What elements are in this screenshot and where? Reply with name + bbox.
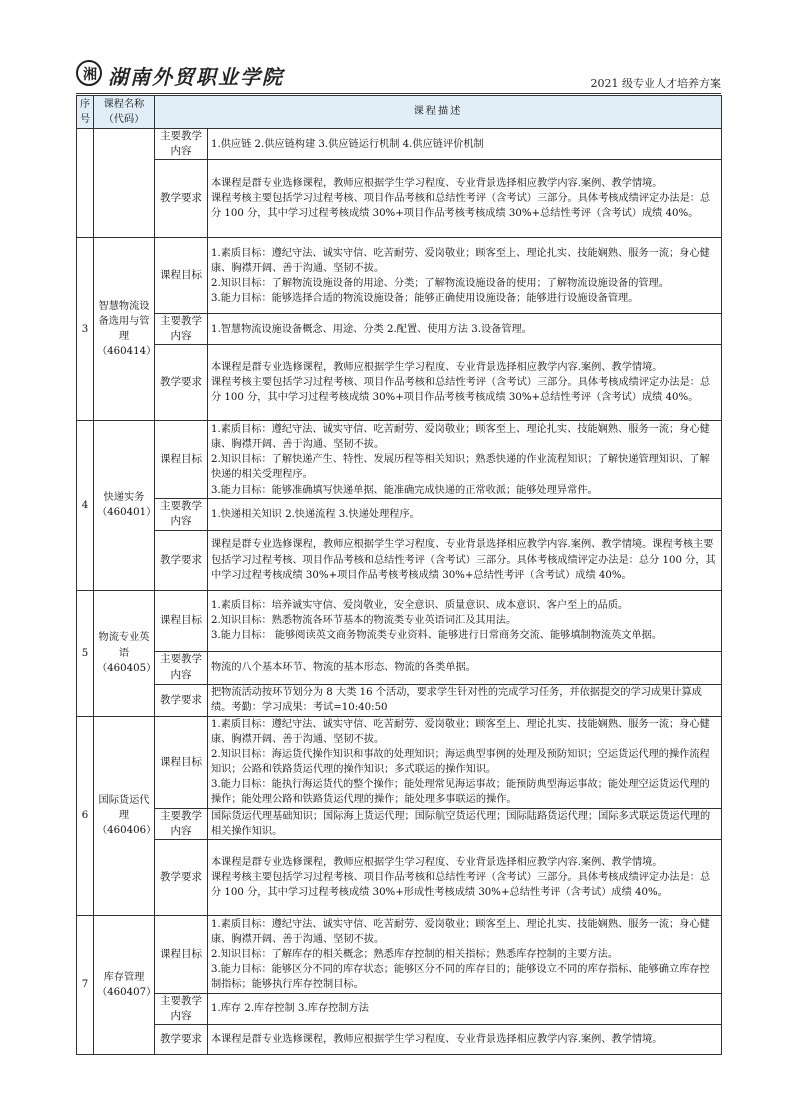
goal-line: 2.知识目标：了解物流设施设备的用途、分类；了解物流设施设备的使用；了解物流设施设备的管理。 bbox=[211, 277, 669, 289]
table-row bbox=[77, 839, 722, 915]
req-line: 把物流活动按环节划分为 8 大类 16 个活动，要求学生针对性的完成学习任务，并依据提交的学习成果计算成绩。考勤：学习成果：考试=10:40:50 bbox=[211, 686, 702, 714]
course-code: （460406） bbox=[97, 825, 157, 837]
req-label: 教学要求 bbox=[155, 160, 208, 238]
req-line: 课程考核主要包括学习过程考核、项目作品考核和总结性考评（含考试）三部分。具体考核成绩评定办法是：总分 100 分，其中学习过程考核成绩 30%+形成性考核成绩 30%+总结性考评（含考试）成绩 40%。 bbox=[211, 871, 711, 898]
course-name-cell bbox=[94, 129, 155, 238]
content-label: 主要教学内容 bbox=[155, 499, 208, 530]
content-text: 物流的八个基本环节、物流的基本形态、物流的各类单据。 bbox=[208, 651, 722, 684]
goal-label: 课程目标 bbox=[155, 421, 208, 499]
req-line: 课程考核主要包括学习过程考核、项目作品考核和总结性考评（含考试）三部分。具体考核成绩评定办法是：总分 100 分，其中学习过程考核成绩 30%+项目作品考核考核成绩 30%+总结性考评（含考试）成绩 40%。 bbox=[211, 193, 711, 220]
req-line: 本课程是群专业选修课程，教师应根据学生学习程度、专业背景选择相应教学内容.案例、教学情境。 bbox=[211, 856, 663, 868]
course-no: 7 bbox=[77, 915, 94, 1054]
table-row bbox=[77, 160, 722, 238]
course-no-cell bbox=[77, 129, 94, 238]
content-label: 主要教学内容 bbox=[155, 808, 208, 839]
content-label: 主要教学内容 bbox=[155, 314, 208, 345]
table-row bbox=[77, 129, 722, 160]
course-no: 6 bbox=[77, 716, 94, 915]
content-text: 1.快递相关知识 2.快递流程 3.快递处理程序。 bbox=[208, 499, 722, 530]
req-text bbox=[208, 345, 722, 421]
goal-line: 3.能力目标： 能够阅读英文商务物流类专业资料、能够进行日常商务交流、能够填制物流英文单据。 bbox=[211, 630, 663, 642]
content-label: 主要教学内容 bbox=[155, 129, 208, 160]
goal-line: 1.素质目标：培养诚实守信、爱岗敬业，安全意识、质量意识、成本意识、客户至上的品质。 bbox=[211, 599, 629, 611]
header-desc: 课程描述 bbox=[155, 96, 722, 129]
header-no: 序号 bbox=[77, 96, 94, 129]
goal-line: 2.知识目标：了解快递产生、特性、发展历程等相关知识；熟悉快递的作业流程知识；了解快递管理知识、了解快递的相关受理程序。 bbox=[211, 454, 710, 481]
content-label: 主要教学内容 bbox=[155, 993, 208, 1024]
req-line: 课程是群专业选修课程，教师应根据学生学习程度、专业背景选择相应教学内容.案例、教学情境。课程考核主要包括学习过程考核、项目作品考核和总结性考评（含考试）三部分。具体考核成绩评定办法是：总分 100 分，其中学习过程考核成绩 30%+项目作品考核考核成绩 30%+总结性考评（含考试）成绩 40%。 bbox=[211, 539, 716, 581]
course-name-cell bbox=[94, 238, 155, 421]
table-row bbox=[77, 716, 722, 808]
table-row bbox=[77, 1024, 722, 1054]
page-header bbox=[76, 56, 721, 92]
course-name-cell bbox=[94, 915, 155, 1054]
req-label: 教学要求 bbox=[155, 1024, 208, 1054]
content-text: 1.库存 2.库存控制 3.库存控制方法 bbox=[208, 993, 722, 1024]
req-line: 本课程是群专业选修课程，教师应根据学生学习程度、专业背景选择相应教学内容.案例、教学情境。 bbox=[211, 362, 663, 374]
course-name-cell bbox=[94, 590, 155, 716]
course-code: （460405） bbox=[97, 662, 157, 674]
course-code: （460414） bbox=[97, 346, 157, 358]
goal-text bbox=[208, 915, 722, 993]
course-name: 智慧物流设备选用与管理 bbox=[98, 301, 150, 343]
goal-line: 2.知识目标：海运货代操作知识和事故的处理知识；海运典型事例的处理及预防知识；空运货运代理的操作流程知识；公路和铁路货运代理的操作知识；多式联运的操作知识。 bbox=[211, 748, 710, 776]
req-text bbox=[208, 839, 722, 915]
req-line: 本课程是群专业选修课程，教师应根据学生学习程度、专业背景选择相应教学内容.案例、教学情境。 bbox=[211, 178, 663, 190]
content-label: 主要教学内容 bbox=[155, 651, 208, 684]
school-name: 湖南外贸职业学院 bbox=[108, 65, 284, 89]
goal-label: 课程目标 bbox=[155, 915, 208, 993]
table-row bbox=[77, 915, 722, 993]
goal-line: 1.素质目标：遵纪守法、诚实守信、吃苦耐劳、爱岗敬业；顾客至上、理论扎实、技能娴熟、服务一流；身心健康、胸襟开阔、善于沟通、坚韧不拔。 bbox=[211, 918, 710, 945]
goal-text bbox=[208, 590, 722, 651]
goal-line: 1.素质目标：遵纪守法、诚实守信、吃苦耐劳、爱岗敬业；顾客至上、理论扎实、技能娴熟、服务一流；身心健康、胸襟开阔、善于沟通、坚韧不拔。 bbox=[211, 247, 710, 274]
course-name: 物流专业英语 bbox=[98, 632, 150, 659]
req-text bbox=[208, 530, 722, 590]
content-text: 国际货运代理基础知识；国际海上货运代理；国际航空货运代理；国际陆路货运代理；国际多式联运货运代理的相关操作知识。 bbox=[208, 808, 722, 839]
course-name: 快递实务 bbox=[103, 492, 145, 504]
course-name: 国际货运代理 bbox=[98, 795, 150, 822]
goal-text bbox=[208, 238, 722, 314]
table-row bbox=[77, 651, 722, 684]
req-line: 本课程是群专业选修课程，教师应根据学生学习程度、专业背景选择相应教学内容.案例、教学情境。 bbox=[211, 1033, 663, 1045]
goal-line: 2.知识目标：熟悉物流各环节基本的物流类专业英语词汇及其用法。 bbox=[211, 615, 517, 627]
goal-line: 3.能力目标：能够选择合适的物流设施设备；能够正确使用设施设备；能够进行设施设备管理。 bbox=[211, 292, 639, 304]
course-name-cell bbox=[94, 716, 155, 915]
goal-label: 课程目标 bbox=[155, 716, 208, 808]
header-divider bbox=[76, 93, 721, 94]
course-code: （460407） bbox=[97, 986, 157, 998]
req-label: 教学要求 bbox=[155, 530, 208, 590]
goal-line: 3.能力目标：能执行海运货代的整个操作；能处理常见海运事故；能预防典型海运事故；能处理空运货运代理的操作；能处理公路和铁路货运代理的操作；能处理多事联运的操作。 bbox=[211, 779, 710, 806]
req-label: 教学要求 bbox=[155, 839, 208, 915]
goal-line: 3.能力目标：能够区分不同的库存状态；能够区分不同的库存目的；能够设立不同的库存指标、能够确立库存控制指标；能够执行库存控制目标。 bbox=[211, 963, 710, 990]
table-row bbox=[77, 590, 722, 651]
req-text bbox=[208, 1024, 722, 1054]
table-row bbox=[77, 345, 722, 421]
goal-text bbox=[208, 421, 722, 499]
req-text bbox=[208, 684, 722, 716]
table-row bbox=[77, 238, 722, 314]
table-row bbox=[77, 530, 722, 590]
table-row bbox=[77, 684, 722, 716]
goal-label: 课程目标 bbox=[155, 590, 208, 651]
req-label: 教学要求 bbox=[155, 345, 208, 421]
goal-line: 1.素质目标：遵纪守法、诚实守信、吃苦耐劳、爱岗敬业；顾客至上、理论扎实、技能娴熟、服务一流；身心健康、胸襟开阔、善于沟通、坚韧不拔。 bbox=[211, 424, 710, 451]
req-line: 课程考核主要包括学习过程考核、项目作品考核和总结性考评（含考试）三部分。具体考核成绩评定办法是：总分 100 分，其中学习过程考核成绩 30%+项目作品考核考核成绩 30%+总结性考评（含考试）成绩 40%。 bbox=[211, 377, 711, 404]
table-row bbox=[77, 314, 722, 345]
table-row bbox=[77, 808, 722, 839]
table-header-row bbox=[77, 96, 722, 129]
table-row bbox=[77, 993, 722, 1024]
logo-glyph: 湘 bbox=[83, 67, 97, 83]
req-text bbox=[208, 160, 722, 238]
course-table bbox=[76, 95, 722, 1055]
course-name-cell bbox=[94, 421, 155, 590]
goal-line: 1.素质目标：遵纪守法、诚实守信、吃苦耐劳、爱岗敬业；顾客至上、理论扎实、技能娴熟、服务一流；身心健康、胸襟开阔、善于沟通、坚韧不拔。 bbox=[211, 718, 710, 745]
content-text: 1.供应链 2.供应链构建 3.供应链运行机制 4.供应链评价机制 bbox=[208, 129, 722, 160]
course-no: 4 bbox=[77, 421, 94, 590]
req-label: 教学要求 bbox=[155, 684, 208, 716]
goal-text bbox=[208, 716, 722, 808]
goal-line: 3.能力目标：能够准确填写快递单据、能准确完成快递的正常收派；能够处理异常件。 bbox=[211, 484, 598, 496]
document-title: 2021 级专业人才培养方案 bbox=[590, 77, 721, 90]
content-text: 1.智慧物流设施设备概念、用途、分类 2.配置、使用方法 3.设备管理。 bbox=[208, 314, 722, 345]
table-row bbox=[77, 421, 722, 499]
course-no: 3 bbox=[77, 238, 94, 421]
school-logo bbox=[76, 60, 102, 86]
course-name: 库存管理 bbox=[103, 971, 145, 983]
course-code: （460401） bbox=[97, 507, 157, 519]
goal-line: 2.知识目标：了解库存的相关概念；熟悉库存控制的相关指标；熟悉库存控制的主要方法。 bbox=[211, 948, 619, 960]
header-name: 课程名称（代码） bbox=[94, 96, 155, 129]
course-no: 5 bbox=[77, 590, 94, 716]
goal-label: 课程目标 bbox=[155, 238, 208, 314]
table-row bbox=[77, 499, 722, 530]
